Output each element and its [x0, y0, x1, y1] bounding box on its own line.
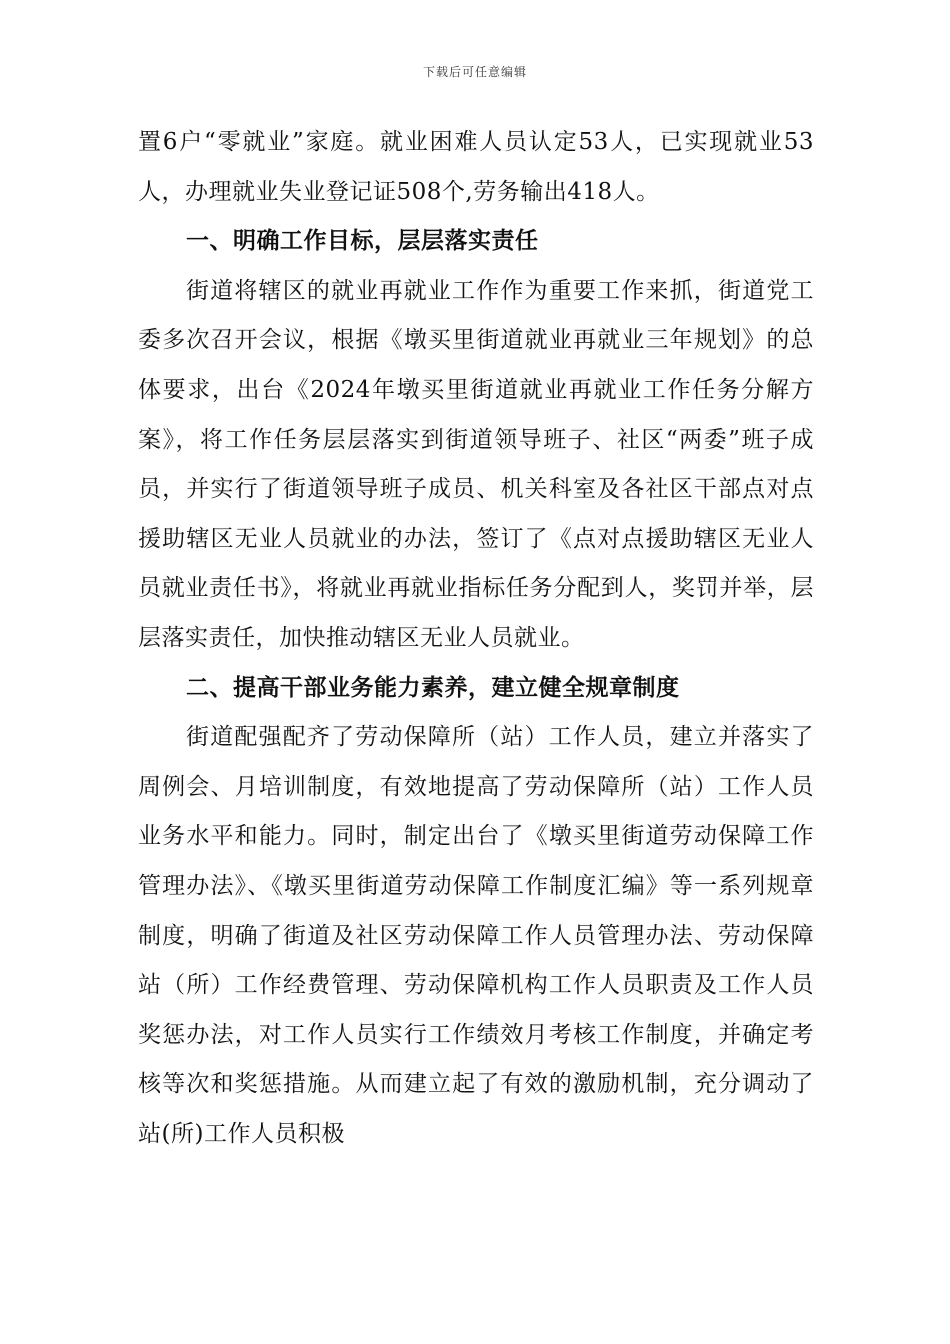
document-body [138, 118, 814, 1159]
paragraph-section-2: 街道配强配齐了劳动保障所（站）工作人员，建立并落实了周例会、月培训制度，有效地提高了劳动保障所（站）工作人员业务水平和能力。同时，制定出台了《墩买里街道劳动保障工作管理办法》、《墩买里街道劳动保障工作制度汇编》等一系列规章制度，明确了街道及社区劳动保障工作人员管理办法、劳动保障站（所）工作经费管理、劳动保障机构工作人员职责及工作人员奖惩办法，对工作人员实行工作绩效月考核工作制度，并确定考核等次和奖惩措施。从而建立起了有效的激励机制，充分调动了站(所)工作人员积极 [138, 724, 814, 1147]
section-heading-1: 一、明确工作目标，层层落实责任 [186, 228, 539, 255]
page-header-note: 下载后可任意编辑 [422, 65, 527, 79]
paragraph-intro: 置6户“零就业”家庭。就业困难人员认定53人，已实现就业53人，办理就业失业登记证508个,劳务输出418人。 [138, 129, 814, 205]
section-heading-2: 二、提高干部业务能力素养，建立健全规章制度 [186, 674, 680, 701]
paragraph-section-1: 街道将辖区的就业再就业工作作为重要工作来抓，街道党工委多次召开会议，根据《墩买里街道就业再就业三年规划》的总体要求，出台《2024年墩买里街道就业再就业工作任务分解方案》，将工作任务层层落实到街道领导班子、社区“两委”班子成员，并实行了街道领导班子成员、机关科室及各社区干部点对点援助辖区无业人员就业的办法，签订了《点对点援助辖区无业人员就业责任书》，将就业再就业指标任务分配到人，奖罚并举，层层落实责任，加快推动辖区无业人员就业。 [138, 277, 814, 651]
